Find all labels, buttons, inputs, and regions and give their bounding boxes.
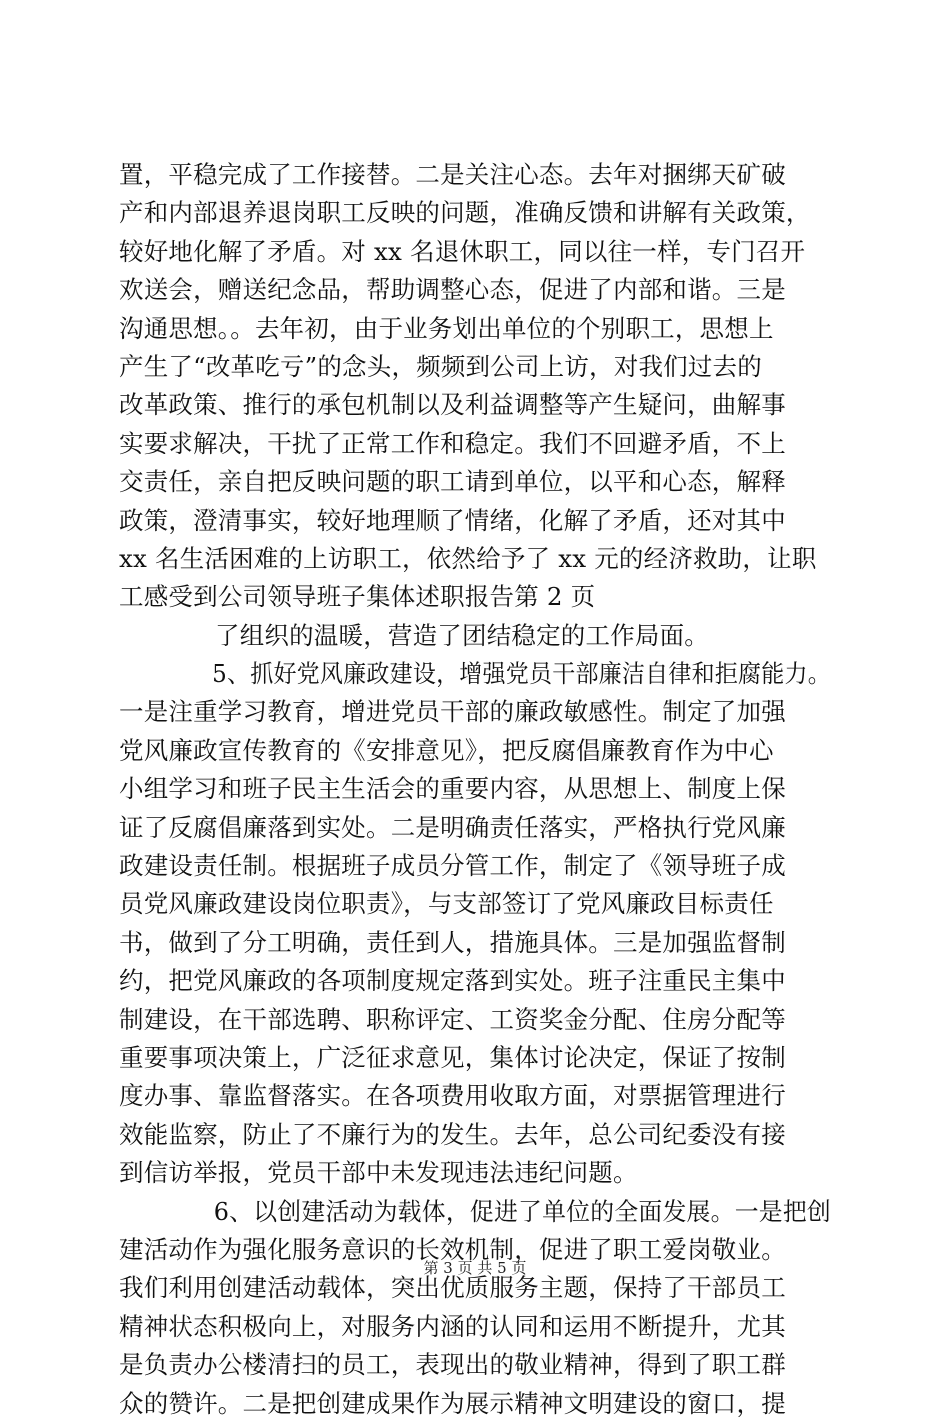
text-line: 改革政策、推行的承包机制以及利益调整等产生疑问，曲解事 — [119, 390, 786, 420]
text-line: 较好地化解了矛盾。对 xx 名退休职工，同以往一样，专门召开 — [119, 236, 806, 266]
text-line: 证了反腐倡廉落到实处。二是明确责任落实，严格执行党风廉 — [119, 812, 786, 842]
text-line: 实要求解决，干扰了正常工作和稳定。我们不回避矛盾，不上 — [119, 428, 786, 458]
text-line: 是负责办公楼清扫的员工，表现出的敬业精神，得到了职工群 — [119, 1350, 786, 1380]
text-line: 党风廉政宣传教育的《安排意见》，把反腐倡廉教育作为中心 — [119, 735, 774, 765]
text-line: 欢送会，赠送纪念品，帮助调整心态，促进了内部和谐。三是 — [119, 275, 786, 305]
text-line: 效能监察，防止了不廉行为的发生。去年，总公司纪委没有接 — [119, 1119, 786, 1149]
text-line: 政建设责任制。根据班子成员分管工作，制定了《领导班子成 — [119, 851, 786, 881]
text-line: 交责任，亲自把反映问题的职工请到单位，以平和心态，解释 — [119, 467, 786, 497]
text-line: 产生了“改革吃亏”的念头，频频到公司上访，对我们过去的 — [119, 351, 762, 381]
text-line: 我们利用创建活动载体，突出优质服务主题，保持了干部员工 — [119, 1273, 786, 1303]
text-line: 5、抓好党风廉政建设，增强党员干部廉洁自律和拒腐能力。 — [212, 659, 831, 689]
text-line: 度办事、靠监督落实。在各项费用收取方面，对票据管理进行 — [119, 1081, 786, 1111]
text-line: 精神状态积极向上，对服务内涵的认同和运用不断提升，尤其 — [119, 1311, 786, 1341]
text-line: 制建设，在干部选聘、职称评定、工资奖金分配、住房分配等 — [119, 1004, 786, 1034]
text-line: 到信访举报，党员干部中未发现违法违纪问题。 — [119, 1158, 638, 1188]
text-line: 工感受到公司领导班子集体述职报告第 2 页 — [119, 582, 596, 612]
text-line: 置，平稳完成了工作接替。二是关注心态。去年对捆绑天矿破 — [119, 160, 786, 189]
text-line: 6、以创建活动为载体，促进了单位的全面发展。一是把创 — [213, 1196, 831, 1226]
text-line: 约，把党风廉政的各项制度规定落到实处。班子注重民主集中 — [119, 966, 786, 996]
text-line: 小组学习和班子民主生活会的重要内容，从思想上、制度上保 — [119, 774, 786, 804]
text-line: 重要事项决策上，广泛征求意见，集体讨论决定，保证了按制 — [119, 1042, 786, 1072]
text-line: 员党风廉政建设岗位职责》，与支部签订了党风廉政目标责任 — [119, 889, 774, 919]
text-line: 了组织的温暖，营造了团结稳定的工作局面。 — [215, 620, 709, 650]
text-line: xx 名生活困难的上访职工，依然给予了 xx 元的经济救助，让职 — [119, 543, 817, 573]
document-body — [119, 156, 831, 1423]
page-footer: 第 3 页 共 5 页 — [423, 1259, 527, 1277]
text-line: 众的赞许。二是把创建成果作为展示精神文明建设的窗口，提 — [119, 1388, 786, 1418]
text-line: 建活动作为强化服务意识的长效机制，促进了职工爱岗敬业。 — [119, 1234, 786, 1264]
text-line: 产和内部退养退岗职工反映的问题，准确反馈和讲解有关政策， — [119, 198, 811, 228]
text-line: 沟通思想。。去年初，由于业务划出单位的个别职工，思想上 — [119, 313, 774, 343]
text-line: 政策，澄清事实，较好地理顺了情绪，化解了矛盾，还对其中 — [119, 505, 786, 535]
text-line: 书，做到了分工明确，责任到人，措施具体。三是加强监督制 — [119, 927, 786, 957]
text-line: 一是注重学习教育，增进党员干部的廉政敏感性。制定了加强 — [119, 697, 786, 727]
